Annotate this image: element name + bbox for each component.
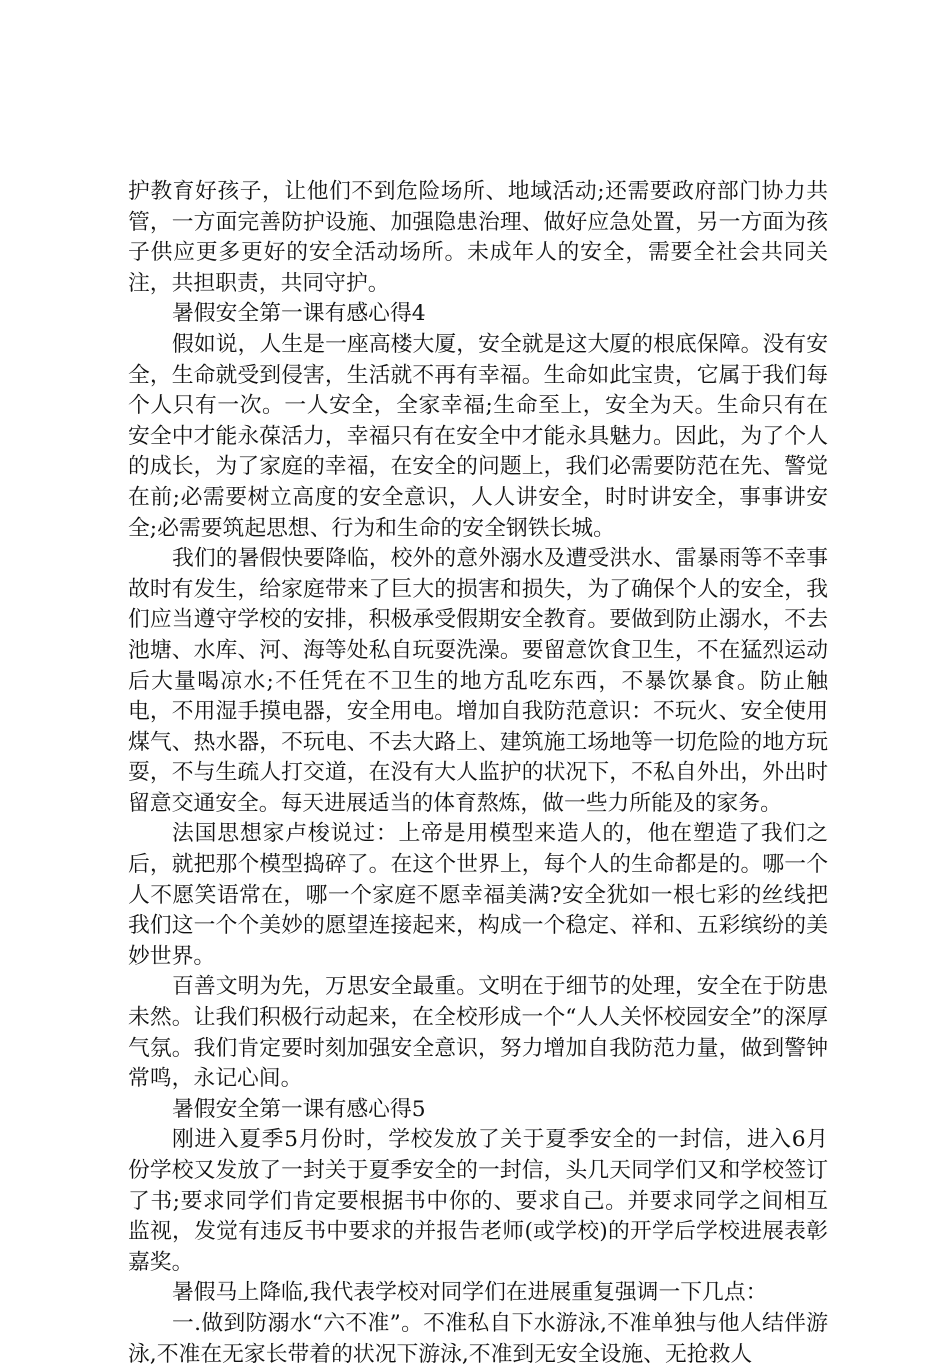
paragraph: 假如说，人生是一座高楼大厦，安全就是这大厦的根底保障。没有安全，生命就受到侵害，生活就不再有幸福。生命如此宝贵，它属于我们每个人只有一次。一人安全，全家幸福;生命至上，安全为天。生命只有在安全中才能永葆活力，幸福只有在安全中才能永具魅力。因此，为了个人的成长，为了家庭的幸福，在安全的问题上，我们必需要防范在先、警觉在前;必需要树立高度的安全意识，人人讲安全，时时讲安全，事事讲安全;必需要筑起思想、行为和生命的安全钢铁长城。 <box>128 331 828 541</box>
section-heading: 暑假安全第一课有感心得5 <box>172 1096 426 1122</box>
paragraph: 暑假马上降临,我代表学校对同学们在进展重复强调一下几点： <box>172 1280 768 1306</box>
paragraph: 护教育好孩子，让他们不到危险场所、地域活动;还需要政府部门协力共管，一方面完善防护设施、加强隐患治理、做好应急处置，另一方面为孩子供应更多更好的安全活动场所。未成年人的安全，需要全社会共同关注，共担职责，共同守护。 <box>128 179 828 296</box>
paragraph: 刚进入夏季5月份时，学校发放了关于夏季安全的一封信，进入6月份学校又发放了一封关于夏季安全的一封信，头几天同学们又和学校签订了书;要求同学们肯定要根据书中你的、要求自己。并要求同学之间相互监视，发觉有违反书中要求的并报告老师(或学校)的开学后学校进展表彰嘉奖。 <box>128 1127 828 1275</box>
paragraph: 我们的暑假快要降临，校外的意外溺水及遭受洪水、雷暴雨等不幸事故时有发生，给家庭带来了巨大的损害和损失，为了确保个人的安全，我们应当遵守学校的安排，积极承受假期安全教育。要做到防止溺水，不去池塘、水库、河、海等处私自玩耍洗澡。要留意饮食卫生，不在猛烈运动后大量喝凉水;不任凭在不卫生的地方乱吃东西，不暴饮暴食。防止触电，不用湿手摸电器，安全用电。增加自我防范意识：不玩火、安全使用煤气、热水器，不玩电、不去大路上、建筑施工场地等一切危险的地方玩耍，不与生疏人打交道，在没有大人监护的状况下，不私自外出，外出时留意交通安全。每天进展适当的体育熬炼，做一些力所能及的家务。 <box>128 546 828 816</box>
paragraph: 法国思想家卢梭说过：上帝是用模型来造人的，他在塑造了我们之后，就把那个模型捣碎了。在这个世界上，每个人的生命都是的。哪一个人不愿笑语常在，哪一个家庭不愿幸福美满?安全犹如一根七彩的丝线把我们这一个个美妙的愿望连接起来，构成一个稳定、祥和、五彩缤纷的美妙世界。 <box>128 821 828 969</box>
paragraph: 一.做到防溺水“六不准”。不准私自下水游泳,不准单独与他人结伴游泳,不准在无家长带着的状况下游泳,不准到无安全设施、无抢救人 <box>128 1310 828 1367</box>
section-heading: 暑假安全第一课有感心得4 <box>172 301 426 327</box>
paragraph: 百善文明为先，万思安全最重。文明在于细节的处理，安全在于防患未然。让我们积极行动起来，在全校形成一个“人人关怀校园安全”的深厚气氛。我们肯定要时刻加强安全意识，努力增加自我防范力量，做到警钟常鸣，永记心间。 <box>128 974 828 1092</box>
document-body <box>128 177 828 1370</box>
